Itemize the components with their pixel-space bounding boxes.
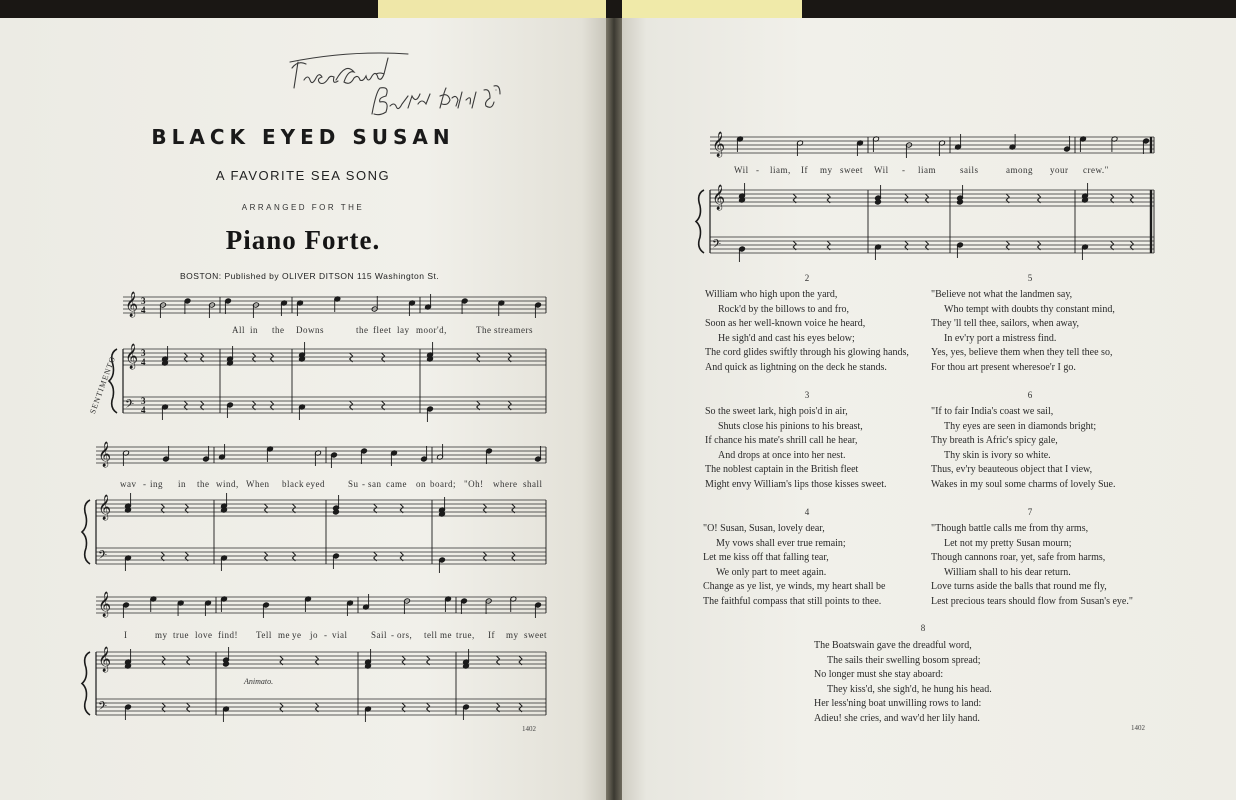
lyric-syllable: -	[902, 165, 906, 175]
lyric-syllable: -	[756, 165, 760, 175]
treble-clef: 𝄞	[712, 185, 726, 210]
stanza-line: Thy breath is Afric's spicy gale,	[931, 435, 1058, 447]
bass-clef: 𝄢	[125, 398, 135, 414]
bass-clef: 𝄢	[98, 700, 108, 716]
stanza-7	[931, 522, 1133, 610]
lyric-syllable: Sail	[371, 630, 388, 640]
lyric-syllable: on	[416, 479, 426, 489]
stanza-line: Let me kiss off that falling tear,	[703, 552, 829, 564]
lyric-syllable: Su	[348, 479, 359, 489]
stanza-line: The Boatswain gave the dreadful word,	[814, 640, 972, 651]
stanza-line: No longer must she stay aboard:	[814, 669, 944, 681]
stanza-line: William shall to his dear return.	[944, 566, 1071, 578]
lyric-syllable: sweet	[524, 630, 547, 640]
lyric-syllable: came	[386, 479, 407, 489]
stanza-line: Let not my pretty Susan mourn;	[944, 537, 1072, 549]
stanza-line: "O! Susan, Susan, lovely dear,	[703, 523, 825, 534]
lyric-syllable: ors,	[397, 630, 413, 640]
stanza-line: We only part to meet again.	[716, 566, 827, 578]
lyric-syllable: liam	[918, 165, 936, 175]
song-title: BLACK EYED SUSAN	[151, 125, 455, 149]
lyric-syllable: jo	[310, 630, 319, 640]
stanza-line: Thus, ev'ry beauteous object that I view,	[931, 464, 1093, 476]
stanza-line: And quick as lightning on the deck he stands.	[705, 361, 887, 373]
lyric-syllable: san	[368, 479, 382, 489]
stanza-number: 7	[1027, 507, 1033, 517]
tempo-marking: Animato.	[244, 677, 274, 686]
stanza-line: If chance his mate's shrill call he hear,	[705, 435, 858, 447]
stanza-line: Rock'd by the billows to and fro,	[718, 303, 849, 315]
treble-clef: 𝄞	[98, 647, 112, 672]
stanza-number: 6	[1027, 390, 1033, 400]
lyric-syllable: board;	[430, 479, 456, 489]
stanza-line: Her less'ning boat unwilling rows to land:	[814, 698, 982, 710]
stanza-line: The faithful compass that still points to thee.	[703, 595, 882, 607]
lyric-syllable: sails	[960, 165, 979, 175]
stanza-line: Lest precious tears should flow from Susan's eye."	[931, 595, 1133, 607]
stanza-8	[814, 639, 992, 727]
lyric-syllable: crew."	[1083, 165, 1109, 175]
time-signature-numerator: 3	[141, 396, 146, 406]
treble-clef: 𝄞	[125, 344, 139, 369]
stanza-line: Love turns aside the balls that round me fly,	[931, 581, 1107, 593]
stanza-line: "Believe not what the landmen say,	[931, 289, 1073, 300]
staff-brace	[82, 652, 90, 715]
stanza-line: For thou art present wheresoe'r I go.	[931, 361, 1076, 373]
treble-clef: 𝄞	[98, 442, 112, 467]
lyric-syllable: I	[124, 630, 128, 640]
lyric-syllable: ing	[150, 479, 164, 489]
instrument-title: Piano Forte.	[225, 225, 381, 255]
stanza-6	[931, 405, 1115, 493]
lyric-syllable: tell	[424, 630, 438, 640]
staff-brace	[82, 500, 90, 564]
right-page-number: 1402	[1131, 724, 1145, 732]
left-page-number: 1402	[522, 725, 536, 733]
stanza-line: So the sweet lark, high pois'd in air,	[705, 406, 848, 417]
arranged-label: ARRANGED FOR THE	[241, 203, 365, 212]
lyric-syllable: wav	[120, 479, 137, 489]
lyric-syllable: my	[155, 630, 168, 640]
lyric-syllable: All	[232, 325, 246, 335]
lyric-syllable: If	[801, 165, 808, 175]
lyric-syllable: the	[272, 325, 285, 335]
lyric-syllable: Wil	[874, 165, 889, 175]
bass-clef: 𝄢	[712, 238, 722, 254]
time-signature-numerator: 3	[141, 348, 146, 358]
stanza-number: 5	[1027, 273, 1033, 283]
time-signature-denominator: 4	[141, 357, 146, 367]
lyric-syllable: The	[476, 325, 492, 335]
stanza-line: Wakes in my soul some charms of lovely Sue.	[931, 478, 1116, 490]
lyric-syllable: If	[488, 630, 495, 640]
stanza-line: Who tempt with doubts thy constant mind,	[944, 303, 1115, 315]
lyric-syllable: When	[246, 479, 270, 489]
lyric-syllable: vial	[332, 630, 348, 640]
lyric-syllable: me	[440, 630, 452, 640]
lyric-syllable: Downs	[296, 325, 325, 335]
treble-clef: 𝄞	[125, 292, 139, 317]
stanza-line: The sails their swelling bosom spread;	[827, 654, 981, 666]
lyric-syllable: liam,	[770, 165, 791, 175]
bass-clef: 𝄢	[98, 549, 108, 565]
stanza-number: 3	[804, 390, 810, 400]
stanza-line: My vows shall ever true remain;	[716, 537, 846, 549]
lyric-syllable: -	[362, 479, 366, 489]
stanza-line: Thy skin is ivory so white.	[944, 449, 1051, 461]
lyric-syllable: in	[250, 325, 259, 335]
treble-clef: 𝄞	[98, 592, 112, 617]
stanza-line: Thy eyes are seen in diamonds bright;	[944, 420, 1097, 432]
stanza-line: In ev'ry port a mistress find.	[944, 332, 1057, 344]
lyric-syllable: your	[1050, 165, 1069, 175]
lyric-syllable: eyed	[306, 479, 325, 489]
lyric-syllable: love	[195, 630, 213, 640]
time-signature-numerator: 3	[141, 296, 146, 306]
stanza-line: Soon as her well-known voice he heard,	[705, 318, 866, 330]
stanza-line: Might envy William's lips those kisses sweet.	[705, 478, 887, 490]
stanza-line: Yes, yes, believe them when they tell thee so,	[931, 347, 1113, 359]
stanza-line: "Though battle calls me from thy arms,	[931, 523, 1089, 534]
lyric-syllable: moor'd,	[416, 325, 447, 335]
lyric-syllable: -	[324, 630, 328, 640]
lyric-syllable: among	[1006, 165, 1033, 175]
stanza-4	[703, 522, 885, 610]
lyric-syllable: my	[820, 165, 833, 175]
stanza-line: "If to fair India's coast we sail,	[931, 406, 1054, 417]
stanza-line: He sigh'd and cast his eyes below;	[718, 332, 855, 344]
lyric-syllable: shall	[523, 479, 543, 489]
stanza-line: And drops at once into her nest.	[718, 449, 846, 461]
lyric-syllable: -	[391, 630, 395, 640]
stanza-number: 4	[804, 507, 810, 517]
lyric-syllable: wind,	[216, 479, 239, 489]
stanza-3	[705, 405, 886, 493]
stanza-line: Adieu! she cries, and wav'd her lily hand.	[814, 712, 980, 724]
lyric-syllable: my	[506, 630, 519, 640]
treble-clef: 𝄞	[712, 132, 726, 157]
lyric-syllable: in	[178, 479, 187, 489]
lyric-syllable: true	[173, 630, 189, 640]
lyric-syllable: "Oh!	[464, 479, 484, 489]
publisher-line: BOSTON: Published by OLIVER DITSON 115 Washington St.	[180, 271, 440, 281]
stanza-number: 8	[920, 623, 926, 633]
lyric-syllable: me	[278, 630, 290, 640]
lyric-syllable: streamers	[494, 325, 533, 335]
lyric-syllable: black	[282, 479, 304, 489]
lyric-syllable: fleet	[373, 325, 392, 335]
expression-marking: SENTIMENTO	[88, 354, 118, 416]
stanza-number: 2	[804, 273, 810, 283]
stanza-line: They kiss'd, she sigh'd, he hung his head.	[827, 683, 992, 695]
time-signature-denominator: 4	[141, 405, 146, 415]
stanza-2	[705, 288, 909, 376]
stanza-line: Though cannons roar, yet, safe from harms,	[931, 552, 1106, 564]
stanza-5	[931, 288, 1115, 376]
lyric-syllable: sweet	[840, 165, 863, 175]
stanza-line: The cord glides swiftly through his glowing hands,	[705, 347, 909, 359]
stanza-line: The noblest captain in the British fleet	[705, 464, 859, 476]
stanza-line: Change as ye list, ye winds, my heart shall be	[703, 581, 886, 593]
treble-clef: 𝄞	[98, 495, 112, 520]
lyric-syllable: lay	[397, 325, 410, 335]
song-subtitle: A FAVORITE SEA SONG	[215, 168, 391, 183]
lyric-syllable: Wil	[734, 165, 749, 175]
lyric-syllable: the	[197, 479, 210, 489]
staff-brace	[696, 190, 704, 253]
stanza-line: Shuts close his pinions to his breast,	[718, 420, 863, 432]
time-signature-denominator: 4	[141, 305, 146, 315]
stanza-line: They 'll tell thee, sailors, when away,	[931, 318, 1080, 330]
lyric-syllable: -	[143, 479, 147, 489]
lyric-syllable: where	[493, 479, 518, 489]
lyric-syllable: Tell	[256, 630, 272, 640]
lyric-syllable: the	[356, 325, 369, 335]
lyric-syllable: true,	[456, 630, 475, 640]
stanza-line: William who high upon the yard,	[705, 289, 838, 300]
lyric-syllable: find!	[218, 630, 238, 640]
lyric-syllable: ye	[292, 630, 302, 640]
